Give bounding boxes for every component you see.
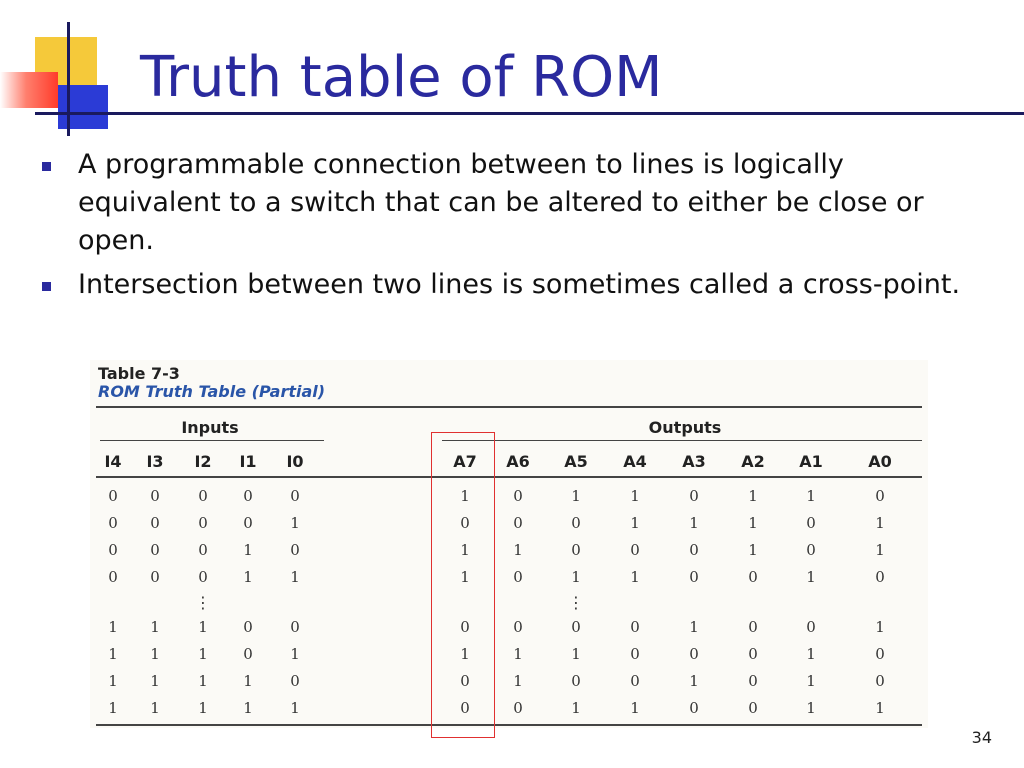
output-cell: 1 [630, 487, 640, 505]
input-cell: 0 [243, 514, 253, 532]
bullet-text: Intersection between two lines is sometimes called a cross-point. [78, 269, 961, 300]
output-cell: 0 [875, 672, 885, 690]
table-subtitle: ROM Truth Table (Partial) [98, 382, 326, 401]
output-cell: 0 [806, 618, 816, 636]
output-cell: 0 [689, 541, 699, 559]
output-cell: 1 [630, 699, 640, 717]
output-cell: 1 [630, 568, 640, 586]
column-header: I2 [194, 452, 212, 471]
input-cell: 0 [198, 568, 208, 586]
output-cell: 1 [689, 514, 699, 532]
output-cell: 1 [460, 541, 470, 559]
output-cell: 1 [748, 487, 758, 505]
ellipsis-outputs: ⋮ [568, 593, 584, 612]
column-header: A3 [682, 452, 706, 471]
output-cell: 0 [630, 618, 640, 636]
output-cell: 0 [748, 672, 758, 690]
input-cell: 0 [290, 672, 300, 690]
output-cell: 1 [875, 699, 885, 717]
column-header: A6 [506, 452, 530, 471]
output-cell: 1 [571, 487, 581, 505]
output-cell: 0 [748, 699, 758, 717]
output-cell: 1 [460, 645, 470, 663]
input-cell: 0 [243, 487, 253, 505]
input-cell: 0 [198, 514, 208, 532]
column-header: I0 [286, 452, 304, 471]
output-cell: 0 [460, 672, 470, 690]
input-cell: 0 [243, 618, 253, 636]
input-cell: 1 [290, 699, 300, 717]
input-cell: 1 [290, 645, 300, 663]
square-bullet-icon [42, 162, 51, 171]
output-cell: 1 [689, 618, 699, 636]
input-cell: 0 [150, 487, 160, 505]
output-cell: 1 [875, 514, 885, 532]
column-header: A0 [868, 452, 892, 471]
output-cell: 0 [513, 699, 523, 717]
output-cell: 1 [806, 645, 816, 663]
input-cell: 1 [150, 672, 160, 690]
bullet-item [36, 266, 986, 304]
output-cell: 0 [689, 699, 699, 717]
table-caption: Table 7-3 [98, 364, 180, 383]
output-cell: 0 [571, 618, 581, 636]
output-cell: 1 [806, 672, 816, 690]
output-cell: 1 [571, 699, 581, 717]
input-cell: 0 [108, 541, 118, 559]
output-cell: 0 [513, 487, 523, 505]
column-header: A2 [741, 452, 765, 471]
output-cell: 0 [460, 618, 470, 636]
rom-truth-table-image [90, 360, 928, 728]
input-cell: 0 [108, 487, 118, 505]
output-cell: 1 [460, 568, 470, 586]
output-cell: 0 [571, 541, 581, 559]
output-cell: 0 [513, 568, 523, 586]
output-cell: 0 [875, 645, 885, 663]
output-cell: 0 [513, 514, 523, 532]
output-cell: 0 [689, 645, 699, 663]
output-cell: 1 [689, 672, 699, 690]
output-cell: 0 [513, 618, 523, 636]
input-cell: 1 [243, 541, 253, 559]
output-cell: 0 [806, 541, 816, 559]
column-header: I1 [239, 452, 257, 471]
input-cell: 0 [243, 645, 253, 663]
column-header: I3 [146, 452, 164, 471]
input-cell: 1 [243, 672, 253, 690]
output-cell: 0 [748, 645, 758, 663]
output-cell: 0 [689, 487, 699, 505]
input-cell: 1 [150, 618, 160, 636]
output-cell: 0 [806, 514, 816, 532]
ellipsis-inputs: ⋮ [195, 593, 211, 612]
output-cell: 1 [875, 618, 885, 636]
logo-vertical-line [67, 22, 70, 136]
output-cell: 1 [513, 541, 523, 559]
output-cell: 1 [513, 645, 523, 663]
output-cell: 0 [748, 568, 758, 586]
input-cell: 1 [150, 645, 160, 663]
outputs-group-header: Outputs [648, 418, 722, 437]
input-cell: 1 [108, 645, 118, 663]
input-cell: 1 [243, 568, 253, 586]
output-cell: 1 [806, 487, 816, 505]
output-cell: 1 [748, 514, 758, 532]
output-cell: 1 [630, 514, 640, 532]
output-cell: 0 [630, 672, 640, 690]
input-cell: 1 [198, 645, 208, 663]
input-cell: 1 [198, 618, 208, 636]
slide-title: Truth table of ROM [140, 45, 663, 110]
output-cell: 1 [571, 568, 581, 586]
input-cell: 1 [108, 618, 118, 636]
table-top-rule [96, 406, 922, 408]
output-cell: 0 [875, 487, 885, 505]
bullet-text: A programmable connection between to lines is logically equivalent to a switch that can be altered to either be close or open. [78, 149, 924, 256]
input-cell: 0 [198, 541, 208, 559]
output-cell: 0 [689, 568, 699, 586]
bullet-item [36, 146, 986, 260]
input-cell: 0 [108, 514, 118, 532]
input-cell: 0 [108, 568, 118, 586]
input-cell: 1 [108, 699, 118, 717]
output-cell: 0 [630, 541, 640, 559]
output-cell: 1 [571, 645, 581, 663]
bullet-list [36, 146, 986, 310]
output-cell: 0 [460, 514, 470, 532]
output-cell: 1 [513, 672, 523, 690]
input-cell: 0 [290, 618, 300, 636]
output-cell: 0 [748, 618, 758, 636]
input-cell: 1 [150, 699, 160, 717]
output-cell: 0 [460, 699, 470, 717]
column-header: A4 [623, 452, 647, 471]
page-number: 34 [971, 728, 992, 747]
logo-blue-square [58, 85, 108, 129]
input-cell: 0 [150, 541, 160, 559]
column-header: A5 [564, 452, 588, 471]
output-cell: 1 [875, 541, 885, 559]
input-cell: 1 [108, 672, 118, 690]
input-cell: 0 [150, 514, 160, 532]
output-cell: 1 [748, 541, 758, 559]
decorative-logo [0, 0, 140, 140]
output-cell: 0 [571, 514, 581, 532]
input-cell: 0 [290, 487, 300, 505]
table-bottom-rule [96, 724, 922, 726]
input-cell: 1 [243, 699, 253, 717]
input-cell: 0 [290, 541, 300, 559]
output-cell: 0 [571, 672, 581, 690]
header-bottom-rule [96, 476, 922, 478]
column-header: I4 [104, 452, 122, 471]
input-cell: 1 [290, 514, 300, 532]
input-cell: 1 [290, 568, 300, 586]
output-cell: 0 [875, 568, 885, 586]
input-cell: 1 [198, 699, 208, 717]
input-cell: 0 [150, 568, 160, 586]
column-header: A1 [799, 452, 823, 471]
input-cell: 1 [198, 672, 208, 690]
column-header: A7 [453, 452, 477, 471]
outputs-group-rule [442, 440, 922, 441]
output-cell: 1 [460, 487, 470, 505]
logo-red-gradient [0, 72, 58, 108]
output-cell: 1 [806, 699, 816, 717]
output-cell: 1 [806, 568, 816, 586]
output-cell: 0 [630, 645, 640, 663]
square-bullet-icon [42, 282, 51, 291]
inputs-group-rule [100, 440, 324, 441]
input-cell: 0 [198, 487, 208, 505]
a7-highlight-box [431, 432, 495, 738]
inputs-group-header: Inputs [181, 418, 239, 437]
